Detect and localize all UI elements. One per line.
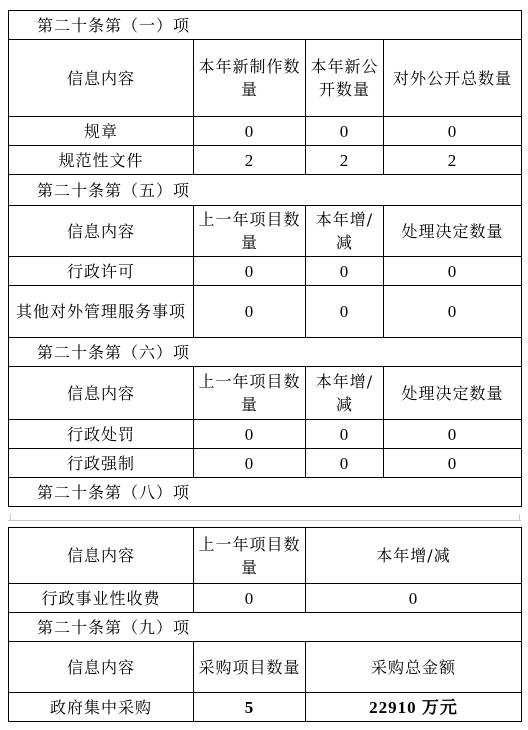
table-row — [9, 584, 522, 613]
row-label: 行政许可 — [9, 257, 194, 286]
header-cell: 采购总金额 — [306, 642, 522, 693]
value-cell: 0 — [384, 286, 522, 338]
header-cell: 信息内容 — [9, 528, 194, 584]
header-cell: 本年增/减 — [306, 206, 384, 257]
value-cell: 0 — [194, 420, 306, 449]
value-cell: 2 — [194, 146, 306, 175]
value-cell: 0 — [306, 117, 384, 146]
section-row — [9, 11, 522, 40]
section-row — [9, 175, 522, 206]
header-cell: 处理决定数量 — [384, 367, 522, 420]
row-label: 行政强制 — [9, 449, 194, 478]
header-row — [9, 40, 522, 117]
section-title: 第二十条第（八）项 — [9, 478, 522, 507]
section-row — [9, 338, 522, 367]
row-label: 规范性文件 — [9, 146, 194, 175]
value-cell: 0 — [384, 257, 522, 286]
table-row — [9, 117, 522, 146]
value-cell: 0 — [194, 584, 306, 613]
row-label: 行政事业性收费 — [9, 584, 194, 613]
table-row — [9, 449, 522, 478]
header-cell: 采购项目数量 — [194, 642, 306, 693]
page-break-mark — [519, 514, 520, 520]
value-cell: 0 — [306, 257, 384, 286]
header-row — [9, 528, 522, 584]
header-cell: 信息内容 — [9, 206, 194, 257]
table-row — [9, 286, 522, 338]
table-row — [9, 146, 522, 175]
header-cell: 信息内容 — [9, 367, 194, 420]
row-label: 政府集中采购 — [9, 693, 194, 722]
section-title: 第二十条第（九）项 — [9, 613, 522, 642]
value-cell: 0 — [384, 420, 522, 449]
section-row — [9, 478, 522, 507]
header-cell: 处理决定数量 — [384, 206, 522, 257]
header-cell: 本年新制作数量 — [194, 40, 306, 117]
value-cell: 2 — [384, 146, 522, 175]
header-cell: 信息内容 — [9, 40, 194, 117]
page-break-line — [8, 520, 521, 521]
value-cell: 2 — [306, 146, 384, 175]
header-row — [9, 367, 522, 420]
header-cell: 上一年项目数量 — [194, 528, 306, 584]
table-row — [9, 420, 522, 449]
header-row — [9, 206, 522, 257]
value-cell: 5 — [194, 693, 306, 722]
page-break-mark — [10, 514, 11, 520]
table-row — [9, 257, 522, 286]
header-cell: 上一年项目数量 — [194, 206, 306, 257]
section-title: 第二十条第（六）项 — [9, 338, 522, 367]
table-row — [9, 693, 522, 722]
value-cell: 0 — [306, 449, 384, 478]
value-cell: 0 — [194, 286, 306, 338]
value-cell: 0 — [384, 449, 522, 478]
value-cell: 0 — [194, 449, 306, 478]
value-cell: 0 — [306, 420, 384, 449]
info-table-part-1 — [8, 10, 522, 507]
header-cell: 上一年项目数量 — [194, 367, 306, 420]
header-cell: 本年新公开数量 — [306, 40, 384, 117]
header-cell: 本年增/减 — [306, 367, 384, 420]
header-cell: 本年增/减 — [306, 528, 522, 584]
header-row — [9, 642, 522, 693]
section-row — [9, 613, 522, 642]
section-title: 第二十条第（一）项 — [9, 11, 522, 40]
value-cell: 0 — [194, 257, 306, 286]
row-label: 行政处罚 — [9, 420, 194, 449]
row-label: 其他对外管理服务事项 — [9, 286, 194, 338]
value-cell: 22910 万元 — [306, 693, 522, 722]
value-cell: 0 — [194, 117, 306, 146]
header-cell: 对外公开总数量 — [384, 40, 522, 117]
section-title: 第二十条第（五）项 — [9, 175, 522, 206]
header-cell: 信息内容 — [9, 642, 194, 693]
row-label: 规章 — [9, 117, 194, 146]
value-cell: 0 — [306, 584, 522, 613]
value-cell: 0 — [306, 286, 384, 338]
info-table-part-2 — [8, 527, 522, 722]
value-cell: 0 — [384, 117, 522, 146]
